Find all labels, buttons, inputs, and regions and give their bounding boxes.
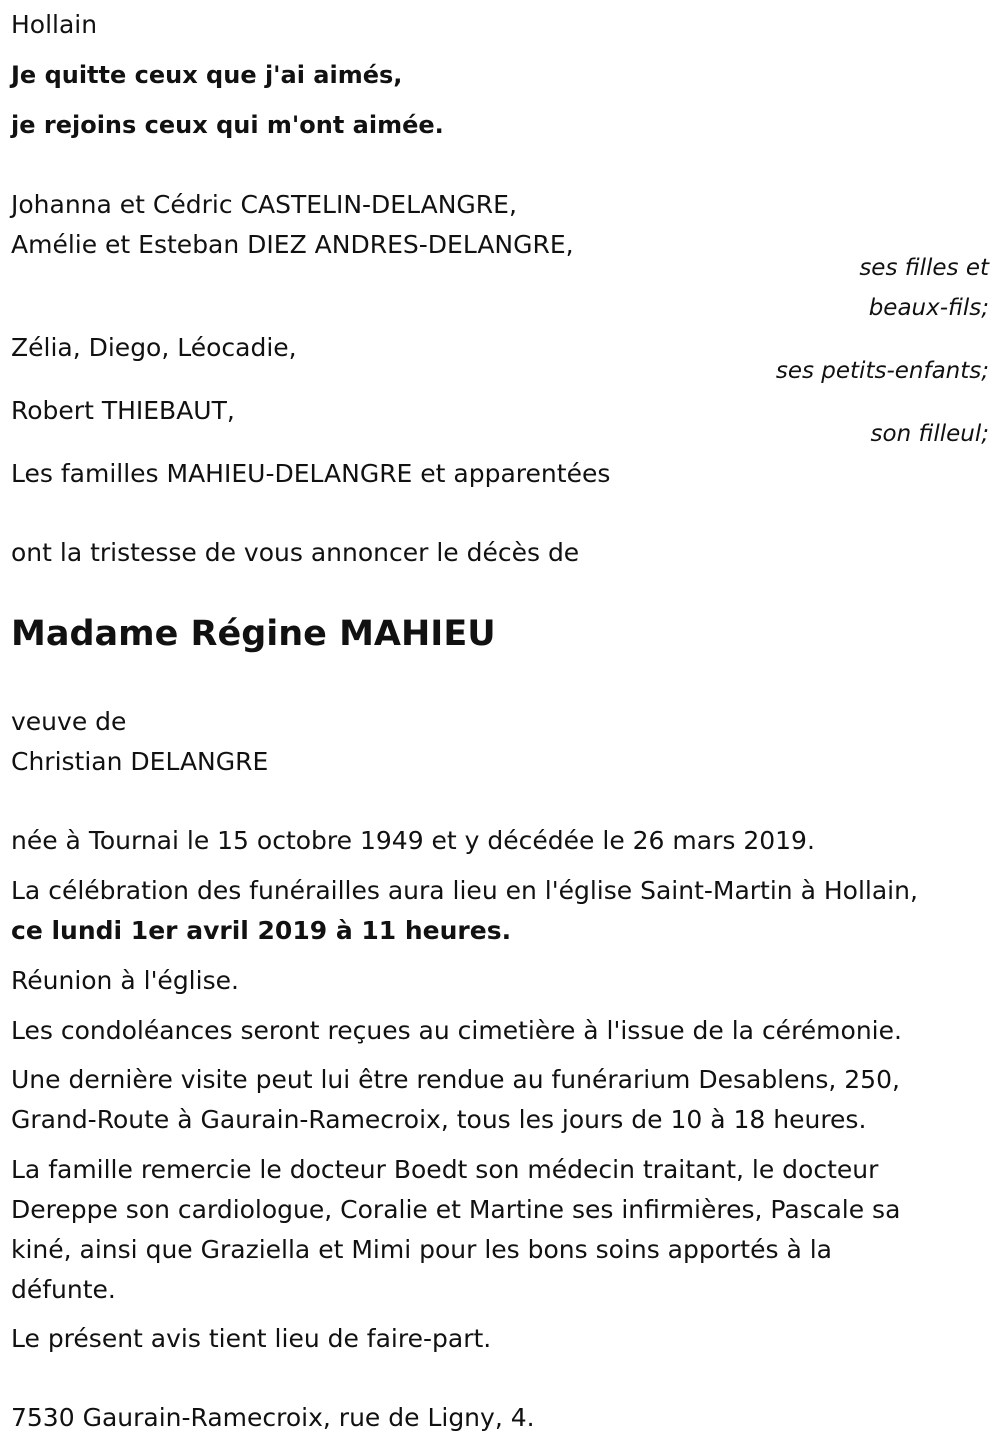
location: Hollain: [11, 10, 98, 39]
announcement: ont la tristesse de vous annoncer le décès de: [11, 538, 580, 567]
families-line: Les familles MAHIEU-DELANGRE et apparentées: [11, 459, 611, 488]
thanks-line-4: défunte.: [11, 1275, 116, 1304]
daughters-line-2: Amélie et Esteban DIEZ ANDRES-DELANGRE,: [11, 230, 574, 259]
address: 7530 Gaurain-Ramecroix, rue de Ligny, 4.: [11, 1403, 535, 1432]
daughters-role-line-2: beaux-fils;: [868, 295, 989, 321]
condolences-info: Les condoléances seront reçues au cimetière à l'issue de la cérémonie.: [11, 1016, 902, 1045]
daughters-line-1: Johanna et Cédric CASTELIN-DELANGRE,: [11, 190, 517, 219]
deceased-name: Madame Régine MAHIEU: [11, 614, 496, 654]
quote-line-2: je rejoins ceux qui m'ont aimée.: [11, 111, 444, 139]
ceremony-line-1: La célébration des funérailles aura lieu en l'église Saint-Martin à Hollain,: [11, 876, 918, 905]
godson-role: son filleul;: [870, 421, 989, 447]
widow-label: veuve de: [11, 707, 127, 736]
ceremony-date: ce lundi 1er avril 2019 à 11 heures.: [11, 916, 512, 945]
thanks-line-2: Dereppe son cardiologue, Coralie et Martine ses infirmières, Pascale sa: [11, 1195, 901, 1224]
meeting-info: Réunion à l'église.: [11, 966, 239, 995]
visit-line-2: Grand-Route à Gaurain-Ramecroix, tous les jours de 10 à 18 heures.: [11, 1105, 867, 1134]
godson-name: Robert THIEBAUT,: [11, 396, 235, 425]
daughters-role-line-1: ses filles et: [859, 255, 989, 281]
notice: Le présent avis tient lieu de faire-part.: [11, 1324, 492, 1353]
visit-line-1: Une dernière visite peut lui être rendue au funérarium Desablens, 250,: [11, 1065, 900, 1094]
birth-death: née à Tournai le 15 octobre 1949 et y décédée le 26 mars 2019.: [11, 826, 815, 855]
spouse-name: Christian DELANGRE: [11, 747, 269, 776]
thanks-line-1: La famille remercie le docteur Boedt son médecin traitant, le docteur: [11, 1155, 879, 1184]
grandchildren-role: ses petits-enfants;: [775, 358, 989, 384]
grandchildren-names: Zélia, Diego, Léocadie,: [11, 333, 297, 362]
thanks-line-3: kiné, ainsi que Graziella et Mimi pour les bons soins apportés à la: [11, 1235, 832, 1264]
quote-line-1: Je quitte ceux que j'ai aimés,: [11, 61, 403, 89]
